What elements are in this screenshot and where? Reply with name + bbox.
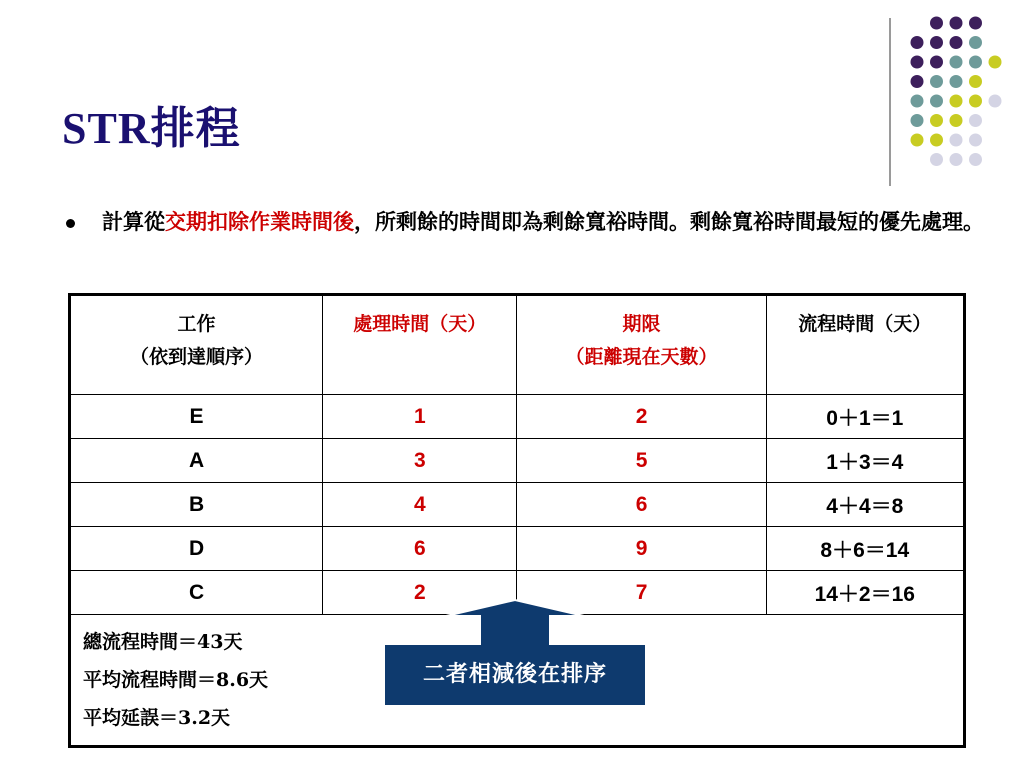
decorative-dot [911, 56, 924, 69]
decorative-dot [950, 36, 963, 49]
cell-processing-time: 6 [323, 527, 517, 571]
bullet-text-part1: 計算從 [102, 209, 165, 234]
decorative-divider-line [889, 18, 891, 186]
cell-processing-time: 4 [323, 483, 517, 527]
decorative-dot [911, 114, 924, 127]
decorative-dot [930, 56, 943, 69]
decorative-dot [950, 75, 963, 88]
decorative-dot [969, 153, 982, 166]
table-header-row [70, 295, 965, 395]
decorative-dot [950, 134, 963, 147]
cell-job: E [70, 395, 323, 439]
decorative-dot [930, 134, 943, 147]
decorative-dot [950, 56, 963, 69]
decorative-dot [950, 153, 963, 166]
decorative-dot [989, 95, 1002, 108]
summary-total-flow-time: 總流程時間＝43天 [83, 631, 243, 653]
header-flow-time: 流程時間（天） [766, 295, 964, 395]
cell-processing-time: 1 [323, 395, 517, 439]
decorative-dot [911, 95, 924, 108]
decorative-dot [930, 153, 943, 166]
bullet-dot-icon [66, 219, 75, 228]
decorative-dot [969, 75, 982, 88]
decorative-dot [930, 95, 943, 108]
summary-average-delay: 平均延誤＝3.2天 [83, 707, 231, 729]
cell-job: B [70, 483, 323, 527]
decorative-dot [989, 56, 1002, 69]
bullet-text [102, 204, 996, 240]
cell-due-date: 5 [517, 439, 766, 483]
decorative-dot [969, 114, 982, 127]
cell-flow-time: 0＋1＝1 [766, 395, 964, 439]
decorative-dot [969, 17, 982, 30]
bullet-item [66, 204, 996, 240]
summary-average-flow-time: 平均流程時間＝8.6天 [83, 669, 269, 691]
cell-processing-time: 3 [323, 439, 517, 483]
table-row [70, 483, 965, 527]
decorative-dot [911, 134, 924, 147]
decorative-dot [911, 36, 924, 49]
header-processing-time: 處理時間（天） [323, 295, 517, 395]
table-row [70, 439, 965, 483]
cell-job: D [70, 527, 323, 571]
cell-due-date: 7 [517, 571, 766, 615]
bullet-text-highlight: 交期扣除作業時間後 [165, 209, 354, 234]
cell-processing-time: 2 [323, 571, 517, 615]
bullet-text-part2: ，所剩餘的時間即為剩餘寬裕時間。剩餘寬裕時間最短的優先處理。 [354, 209, 984, 234]
cell-job: C [70, 571, 323, 615]
table-row [70, 395, 965, 439]
header-job: 工作 （依到達順序） [70, 295, 323, 395]
decorative-dot [930, 17, 943, 30]
decorative-dot [950, 114, 963, 127]
decorative-dot [930, 36, 943, 49]
cell-due-date: 2 [517, 395, 766, 439]
cell-flow-time: 4＋4＝8 [766, 483, 964, 527]
header-due-date: 期限 （距離現在天數） [517, 295, 766, 395]
decorative-dot [969, 134, 982, 147]
cell-job: A [70, 439, 323, 483]
cell-due-date: 6 [517, 483, 766, 527]
slide-title: STR排程 [62, 104, 241, 153]
cell-flow-time: 14＋2＝16 [766, 571, 964, 615]
decorative-dot [930, 114, 943, 127]
cell-flow-time: 8＋6＝14 [766, 527, 964, 571]
decorative-dot [969, 95, 982, 108]
decorative-dot [911, 75, 924, 88]
decorative-dot [950, 95, 963, 108]
decorative-dot [930, 75, 943, 88]
table-row [70, 527, 965, 571]
cell-due-date: 9 [517, 527, 766, 571]
cell-flow-time: 1＋3＝4 [766, 439, 964, 483]
decorative-dot [950, 17, 963, 30]
decorative-dot [969, 36, 982, 49]
decorative-dot [969, 56, 982, 69]
callout-label: 二者相減後在排序 [422, 660, 607, 687]
